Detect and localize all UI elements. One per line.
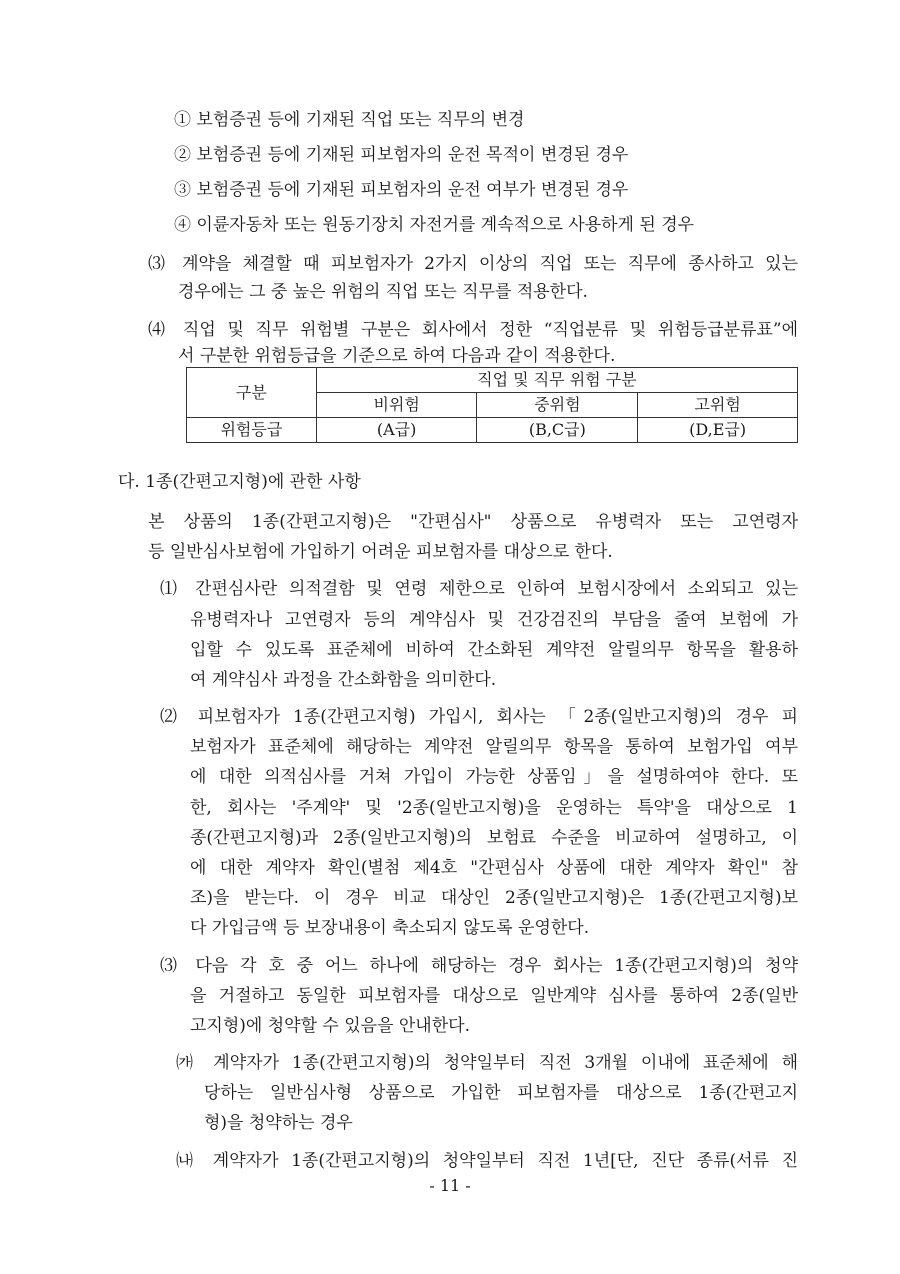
intro-line-2: 등 일반심사보험에 가입하기 어려운 피보험자를 대상으로 한다. xyxy=(148,542,613,562)
sub-1-line-2: 유병력자나 고연령자 등의 계약심사 및 건강검진의 부담을 줄여 보험에 가 xyxy=(190,610,798,630)
intro-line-1: 본 상품의 1종(간편고지형)은 "간편심사" 상품으로 유병력자 또는 고연령자 xyxy=(148,512,798,532)
page-number: - 11 - xyxy=(429,1176,471,1195)
sub-2-line-5: 종(간편고지형)과 2종(일반고지형)의 보험료 수준을 비교하여 설명하고, 이 xyxy=(190,828,798,848)
item-na-line-1: ㈏ 계약자가 1종(간편고지형)의 청약일부터 직전 1년[단, 진단 종류(서류 진 xyxy=(176,1151,798,1171)
table-row-label: 위험등급 xyxy=(187,418,317,443)
sub-2-line-4: 한, 회사는 '주계약' 및 '2종(일반고지형)을 운영하는 특약'을 대상으로 1 xyxy=(190,798,798,818)
sub-2-line-2: 보험자가 표준체에 해당하는 계약전 알릴의무 항목을 통하여 보험가입 여부 xyxy=(190,737,798,757)
table-header-gubun: 구분 xyxy=(187,368,317,418)
sub-1-line-1: ⑴ 간편심사란 의적결함 및 연령 제한으로 인하여 보험시장에서 소외되고 있는 xyxy=(160,579,798,599)
para-4-line-1: ⑷ 직업 및 직무 위험별 구분은 회사에서 정한 “직업분류 및 위험등급분류표”에 xyxy=(148,320,798,340)
table-cell-mid: (B,C급) xyxy=(477,418,638,443)
list-item-3: ③ 보험증권 등에 기재된 피보험자의 운전 여부가 변경된 경우 xyxy=(174,180,629,200)
para-3-line-2: 경우에는 그 중 높은 위험의 직업 또는 직무를 적용한다. xyxy=(178,282,588,302)
sub-2-line-8: 다 가입금액 등 보장내용이 축소되지 않도록 운영한다. xyxy=(190,918,590,938)
item-ga-line-2: 당하는 일반심사형 상품으로 가입한 피보험자를 대상으로 1종(간편고지 xyxy=(204,1083,798,1103)
sub-2-line-6: 에 대한 계약자 확인(별첨 제4호 "간편심사 상품에 대한 계약자 확인" 참 xyxy=(190,858,798,878)
risk-grade-table xyxy=(186,367,798,443)
sub-1-line-3: 입할 수 있도록 표준체에 비하여 간소화된 계약전 알릴의무 항목을 활용하 xyxy=(190,640,798,660)
table-header-low: 비위험 xyxy=(316,393,477,418)
section-heading: 다. 1종(간편고지형)에 관한 사항 xyxy=(118,472,361,492)
table-header-mid: 중위험 xyxy=(477,393,638,418)
table-cell-low: (A급) xyxy=(316,418,477,443)
list-item-4: ④ 이륜자동차 또는 원동기장치 자전거를 계속적으로 사용하게 된 경우 xyxy=(174,215,695,235)
list-item-2: ② 보험증권 등에 기재된 피보험자의 운전 목적이 변경된 경우 xyxy=(174,145,629,165)
table-cell-high: (D,E급) xyxy=(638,418,798,443)
sub-2-line-3: 에 대한 의적심사를 거쳐 가입이 가능한 상품임」을 설명하여야 한다. 또 xyxy=(190,767,798,787)
para-4-line-2: 서 구분한 위험등급을 기준으로 하여 다음과 같이 적용한다. xyxy=(178,346,616,366)
sub-2-line-7: 조)을 받는다. 이 경우 비교 대상인 2종(일반고지형)은 1종(간편고지형)보 xyxy=(190,888,798,908)
sub-1-line-4: 여 계약심사 과정을 간소화함을 의미한다. xyxy=(190,670,497,690)
sub-3-line-2: 을 거절하고 동일한 피보험자를 대상으로 일반계약 심사를 통하여 2종(일반 xyxy=(190,986,798,1006)
item-ga-line-1: ㈎ 계약자가 1종(간편고지형)의 청약일부터 직전 3개월 이내에 표준체에 해 xyxy=(176,1053,798,1073)
table-header-group: 직업 및 직무 위험 구분 xyxy=(316,368,797,393)
sub-3-line-3: 고지형)에 청약할 수 있음을 안내한다. xyxy=(190,1016,470,1036)
para-3-line-1: ⑶ 계약을 체결할 때 피보험자가 2가지 이상의 직업 또는 직무에 종사하고 있는 xyxy=(148,254,798,274)
item-ga-line-3: 형)을 청약하는 경우 xyxy=(204,1113,353,1133)
list-item-1: ① 보험증권 등에 기재된 직업 또는 직무의 변경 xyxy=(174,110,525,130)
sub-2-line-1: ⑵ 피보험자가 1종(간편고지형) 가입시, 회사는 「2종(일반고지형)의 경우 피 xyxy=(160,707,798,727)
sub-3-line-1: ⑶ 다음 각 호 중 어느 하나에 해당하는 경우 회사는 1종(간편고지형)의 청약 xyxy=(160,956,798,976)
table-header-high: 고위험 xyxy=(638,393,798,418)
